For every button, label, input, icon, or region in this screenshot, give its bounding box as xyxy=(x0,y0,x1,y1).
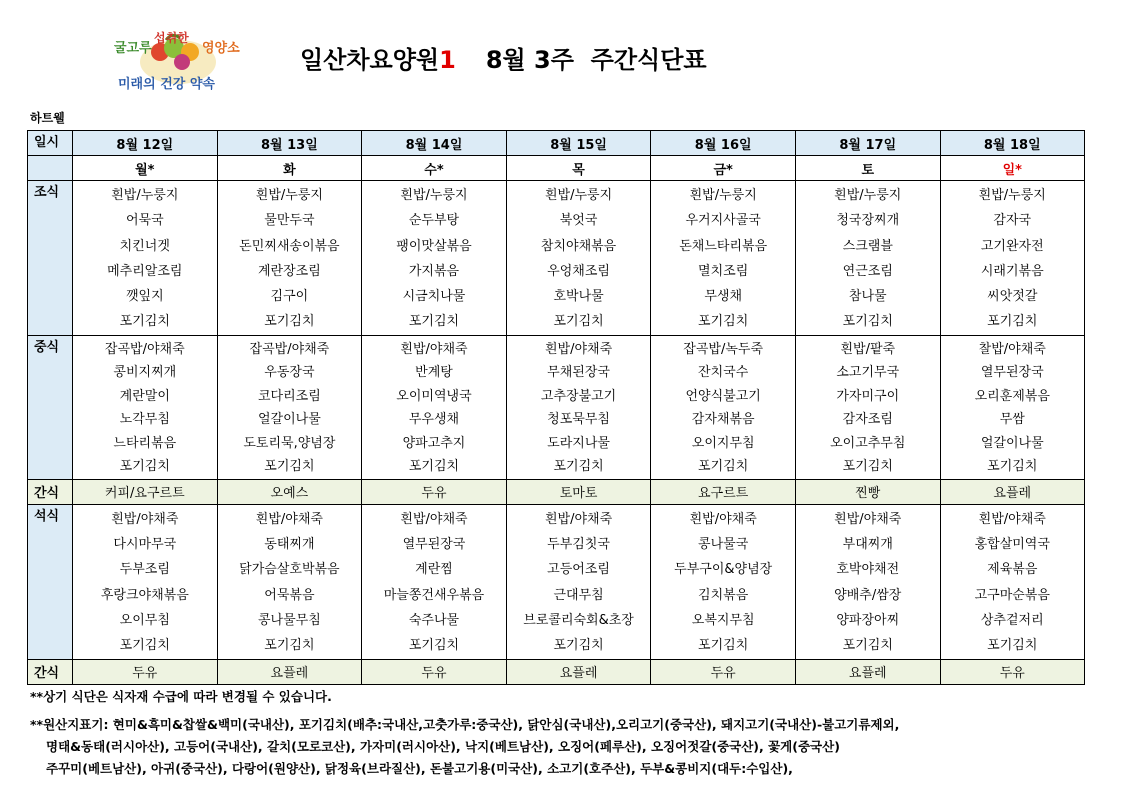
dish-item: 포기김치 xyxy=(553,638,604,654)
dish-item: 양파장아찌 xyxy=(836,612,900,628)
dish-item: 흰밥/야채죽 xyxy=(544,511,613,527)
dish-item: 흰밥/야채죽 xyxy=(400,511,468,527)
dinner-cell xyxy=(217,504,362,659)
dish-item: 오복지무침 xyxy=(691,612,755,628)
dish-item: 참치야채볶음 xyxy=(540,238,617,254)
logo xyxy=(108,22,248,98)
dish-item: 포기김치 xyxy=(264,459,315,475)
dish-item: 근대무침 xyxy=(553,587,604,603)
weekday-row xyxy=(28,156,1085,181)
dish-item: 포기김치 xyxy=(987,459,1038,475)
dinner-cell xyxy=(940,504,1084,659)
dinner-row xyxy=(28,504,1085,659)
dish-item: 동태찌개 xyxy=(264,537,315,553)
lunch-cell xyxy=(940,335,1084,479)
dish-item: 참나물 xyxy=(848,289,887,305)
dish-item: 얼갈이나물 xyxy=(980,435,1044,451)
dinner-label: 석식 xyxy=(28,504,73,659)
dish-item: 흰밥/야채죽 xyxy=(689,511,757,527)
dish-item: 멸치조림 xyxy=(698,263,749,279)
dish-item: 포기김치 xyxy=(408,459,460,475)
breakfast-cell xyxy=(217,181,362,336)
dish-item: 계란장조림 xyxy=(257,263,321,279)
dish-item: 흰밥/야채죽 xyxy=(834,511,902,527)
dish-item: 언양식불고기 xyxy=(685,388,761,404)
dish-item: 물만두국 xyxy=(264,213,315,229)
snack-item: 두유 xyxy=(362,479,507,504)
dish-item: 어묵볶음 xyxy=(264,587,315,603)
snack-item: 요플레 xyxy=(795,659,940,684)
dish-item: 우엉채조림 xyxy=(547,263,610,279)
lunch-label: 중식 xyxy=(28,335,73,479)
dish-item: 양배추/쌈장 xyxy=(834,587,902,603)
date-cell: 8월 14일 xyxy=(362,131,507,156)
dish-item: 가지볶음 xyxy=(408,263,460,279)
dish-item: 포기김치 xyxy=(408,638,460,654)
dish-item: 찰밥/야채죽 xyxy=(978,341,1046,357)
dish-item: 흰밥/누룽지 xyxy=(834,188,902,203)
dish-item: 얼갈이나물 xyxy=(257,412,321,428)
dish-item: 김치볶음 xyxy=(698,587,749,603)
dish-item: 고등어조림 xyxy=(547,562,610,578)
dish-item: 흰밥/누룽지 xyxy=(400,188,468,203)
dish-item: 흰밥/누룽지 xyxy=(978,188,1046,203)
dish-item: 팽이맛살볶음 xyxy=(396,238,472,254)
dish-item: 무생채 xyxy=(704,289,743,305)
dish-item: 오이고추무침 xyxy=(830,435,906,451)
breakfast-cell xyxy=(362,181,507,336)
weekday-cell: 화 xyxy=(217,156,362,181)
dish-item: 포기김치 xyxy=(987,638,1038,654)
dish-item: 어묵국 xyxy=(125,213,164,229)
dish-item: 오이무침 xyxy=(119,612,170,628)
date-cell: 8월 12일 xyxy=(73,131,218,156)
dish-item: 마늘쫑건새우볶음 xyxy=(383,587,485,603)
lunch-cell xyxy=(506,335,651,479)
dish-item: 숙주나물 xyxy=(408,612,460,628)
snack-item: 요플레 xyxy=(506,659,651,684)
dish-item: 계란말이 xyxy=(119,388,170,404)
dish-item: 흰밥/야채죽 xyxy=(400,341,468,357)
dish-item: 코다리조림 xyxy=(257,388,321,404)
dish-item: 메추리알조림 xyxy=(107,263,183,279)
dish-item: 고추장불고기 xyxy=(540,388,617,404)
dish-item: 흰밥/누룽지 xyxy=(255,188,323,203)
dish-item: 포기김치 xyxy=(264,314,315,330)
dish-item: 다시마무국 xyxy=(113,537,177,553)
dinner-cell xyxy=(795,504,940,659)
weekday-cell: 수* xyxy=(362,156,507,181)
lunch-cell xyxy=(795,335,940,479)
dish-item: 오리훈제볶음 xyxy=(974,388,1050,404)
breakfast-cell xyxy=(795,181,940,336)
dish-item: 무우생채 xyxy=(408,412,460,428)
dish-item: 포기김치 xyxy=(408,314,460,330)
breakfast-row xyxy=(28,181,1085,336)
dish-item: 흰밥/야채죽 xyxy=(111,511,179,527)
dish-item: 두부김칫국 xyxy=(547,537,610,553)
dish-item: 시래기볶음 xyxy=(980,263,1044,279)
breakfast-label: 조식 xyxy=(28,181,73,336)
dish-item: 깻잎지 xyxy=(125,289,164,305)
dish-item: 부대찌개 xyxy=(842,537,893,553)
dish-item: 노각무침 xyxy=(119,412,170,428)
weekday-cell: 토 xyxy=(795,156,940,181)
weekly-menu-table xyxy=(27,130,1085,685)
date-cell: 8월 17일 xyxy=(795,131,940,156)
dish-item: 흰밥/누룽지 xyxy=(544,188,613,203)
dish-item: 열무된장국 xyxy=(980,365,1044,381)
weekday-cell: 목 xyxy=(506,156,651,181)
dish-item: 포기김치 xyxy=(119,638,170,654)
snack-item: 요플레 xyxy=(217,659,362,684)
breakfast-cell xyxy=(651,181,796,336)
dish-item: 흰밥/야채죽 xyxy=(255,511,323,527)
date-label: 일시 xyxy=(28,131,73,156)
snack-item: 두유 xyxy=(73,659,218,684)
dish-item: 계란찜 xyxy=(415,562,453,578)
dish-item: 돈채느타리볶음 xyxy=(679,238,768,254)
dish-item: 잡곡밥/야채죽 xyxy=(104,341,185,357)
dinner-cell xyxy=(506,504,651,659)
dish-item: 청국장찌개 xyxy=(836,213,900,229)
weekday-cell: 금* xyxy=(651,156,796,181)
dish-item: 무쌈 xyxy=(999,412,1025,428)
dish-item: 잡곡밥/녹두죽 xyxy=(683,341,764,357)
dish-item: 감자채볶음 xyxy=(691,412,755,428)
snack-item: 요구르트 xyxy=(651,479,796,504)
logo-text-top: 굴고루 xyxy=(114,41,152,56)
breakfast-cell xyxy=(73,181,218,336)
facility-number: 1 xyxy=(439,46,456,74)
weekday-cell: 일* xyxy=(940,156,1084,181)
svg-text:영양소: 영양소 xyxy=(202,41,240,56)
snack-evening-label: 간식 xyxy=(28,659,73,684)
origin-line-3: 주꾸미(베트남산), 아귀(중국산), 다랑어(원양산), 닭정육(브라질산), 돈불고기용(미국산), 소고기(호주산), 두부&콩비지(대두:수입산), xyxy=(46,761,793,776)
lunch-row xyxy=(28,335,1085,479)
dish-item: 제육볶음 xyxy=(987,562,1038,578)
dinner-cell xyxy=(362,504,507,659)
dish-item: 콩나물무침 xyxy=(257,612,321,628)
date-cell: 8월 16일 xyxy=(651,131,796,156)
dish-item: 포기김치 xyxy=(553,459,604,475)
dinner-cell xyxy=(73,504,218,659)
dish-item: 반계탕 xyxy=(415,365,453,381)
dish-item: 감자국 xyxy=(993,213,1032,229)
origin-line-2: 명태&동태(러시아산), 고등어(국내산), 갈치(모로코산), 가자미(러시아산), 낙지(베트남산), 오징어(페루산), 오징어젓갈(중국산), 꽃게(중국산) xyxy=(46,739,840,754)
dish-item: 포기김치 xyxy=(842,638,893,654)
snack-item: 두유 xyxy=(362,659,507,684)
snack-item: 두유 xyxy=(940,659,1084,684)
dish-item: 느타리볶음 xyxy=(113,435,177,451)
snack-afternoon-row xyxy=(28,479,1085,504)
dish-item: 감자조림 xyxy=(842,412,893,428)
dish-item: 포기김치 xyxy=(264,638,315,654)
dish-item: 김구이 xyxy=(270,289,309,305)
svg-text:섭취한: 섭취한 xyxy=(154,31,189,45)
notes xyxy=(30,686,899,780)
lunch-cell xyxy=(362,335,507,479)
dish-item: 우거지사골국 xyxy=(685,213,761,229)
date-row xyxy=(28,131,1085,156)
logo-text-bottom: 미래의 건강 약속 xyxy=(118,77,215,92)
dish-item: 두부구이&양념장 xyxy=(674,562,773,578)
weekday-label xyxy=(28,156,73,181)
snack-item: 요플레 xyxy=(940,479,1084,504)
snack-item: 두유 xyxy=(651,659,796,684)
dish-item: 돈민찌새송이볶음 xyxy=(239,238,340,254)
dish-item: 호박야채전 xyxy=(836,562,900,578)
dish-item: 콩나물국 xyxy=(698,537,749,553)
snack-evening-row xyxy=(28,659,1085,684)
week-label: 8월 3주 xyxy=(485,46,574,74)
doc-label: 주간식단표 xyxy=(590,46,707,74)
dish-item: 잡곡밥/야채죽 xyxy=(249,341,330,357)
origin-line-1: **원산지표기: 현미&흑미&찹쌀&백미(국내산), 포기김치(배추:국내산,고춧가루:중국산), 닭안심(국내산),오리고기(중국산), 돼지고기(국내산)-불고기류제외, xyxy=(30,717,900,732)
dish-item: 흰밥/누룽지 xyxy=(111,188,179,203)
dish-item: 포기김치 xyxy=(987,314,1038,330)
dish-item: 홍합살미역국 xyxy=(974,537,1050,553)
brand-note: 하트웰 xyxy=(30,111,65,125)
dinner-cell xyxy=(651,504,796,659)
dish-item: 고기완자전 xyxy=(980,238,1044,254)
dish-item: 가자미구이 xyxy=(836,388,900,404)
breakfast-cell xyxy=(940,181,1084,336)
dish-item: 흰밥/야채죽 xyxy=(544,341,613,357)
dish-item: 고구마순볶음 xyxy=(974,587,1050,603)
snack-item: 커피/요구르트 xyxy=(73,479,218,504)
dish-item: 오이미역냉국 xyxy=(396,388,472,404)
dish-item: 포기김치 xyxy=(119,314,170,330)
snack-item: 찐빵 xyxy=(795,479,940,504)
dish-item: 연근조림 xyxy=(842,263,893,279)
dish-item: 상추겉저리 xyxy=(980,612,1044,628)
dish-item: 도라지나물 xyxy=(547,435,610,451)
snack-afternoon-label: 간식 xyxy=(28,479,73,504)
dish-item: 후랑크야채볶음 xyxy=(100,587,189,603)
dish-item: 양파고추지 xyxy=(402,435,466,451)
dish-item: 소고기무국 xyxy=(836,365,900,381)
lunch-cell xyxy=(651,335,796,479)
dish-item: 도토리묵,양념장 xyxy=(243,435,336,451)
facility-name: 일산차요양원 xyxy=(300,46,440,74)
lunch-cell xyxy=(73,335,218,479)
dish-item: 포기김치 xyxy=(553,314,604,330)
dish-item: 포기김치 xyxy=(119,459,170,475)
dish-item: 브로콜리숙회&초장 xyxy=(523,612,634,628)
lunch-cell xyxy=(217,335,362,479)
dish-item: 포기김치 xyxy=(698,314,749,330)
dish-item: 잔치국수 xyxy=(698,365,749,381)
date-cell: 8월 18일 xyxy=(940,131,1084,156)
dish-item: 오이지무침 xyxy=(691,435,755,451)
dish-item: 열무된장국 xyxy=(402,537,466,553)
snack-item: 오예스 xyxy=(217,479,362,504)
dish-item: 씨앗젓갈 xyxy=(987,289,1038,305)
dish-item: 시금치나물 xyxy=(402,289,466,305)
change-notice: **상기 식단은 식자재 수급에 따라 변경될 수 있습니다. xyxy=(30,689,332,704)
dish-item: 흰밥/팥죽 xyxy=(840,341,896,357)
dish-item: 청포묵무침 xyxy=(547,412,610,428)
dish-item: 콩비지찌개 xyxy=(113,365,177,381)
dish-item: 흰밥/누룽지 xyxy=(689,188,757,203)
dish-item: 우동장국 xyxy=(264,365,315,381)
dish-item: 포기김치 xyxy=(842,314,893,330)
dish-item: 포기김치 xyxy=(698,638,749,654)
dish-item: 순두부탕 xyxy=(408,213,460,229)
dish-item: 무채된장국 xyxy=(547,365,610,381)
dish-item: 흰밥/야채죽 xyxy=(978,511,1046,527)
page-title xyxy=(300,40,707,75)
dish-item: 스크램블 xyxy=(842,238,893,254)
breakfast-cell xyxy=(506,181,651,336)
dish-item: 호박나물 xyxy=(553,289,604,305)
dish-item: 닭가슴살호박볶음 xyxy=(239,562,340,578)
dish-item: 두부조림 xyxy=(119,562,170,578)
dish-item: 포기김치 xyxy=(698,459,749,475)
dish-item: 북엇국 xyxy=(559,213,598,229)
dish-item: 포기김치 xyxy=(842,459,893,475)
snack-item: 토마토 xyxy=(506,479,651,504)
date-cell: 8월 13일 xyxy=(217,131,362,156)
date-cell: 8월 15일 xyxy=(506,131,651,156)
weekday-cell: 월* xyxy=(73,156,218,181)
dish-item: 치킨너겟 xyxy=(119,238,170,254)
